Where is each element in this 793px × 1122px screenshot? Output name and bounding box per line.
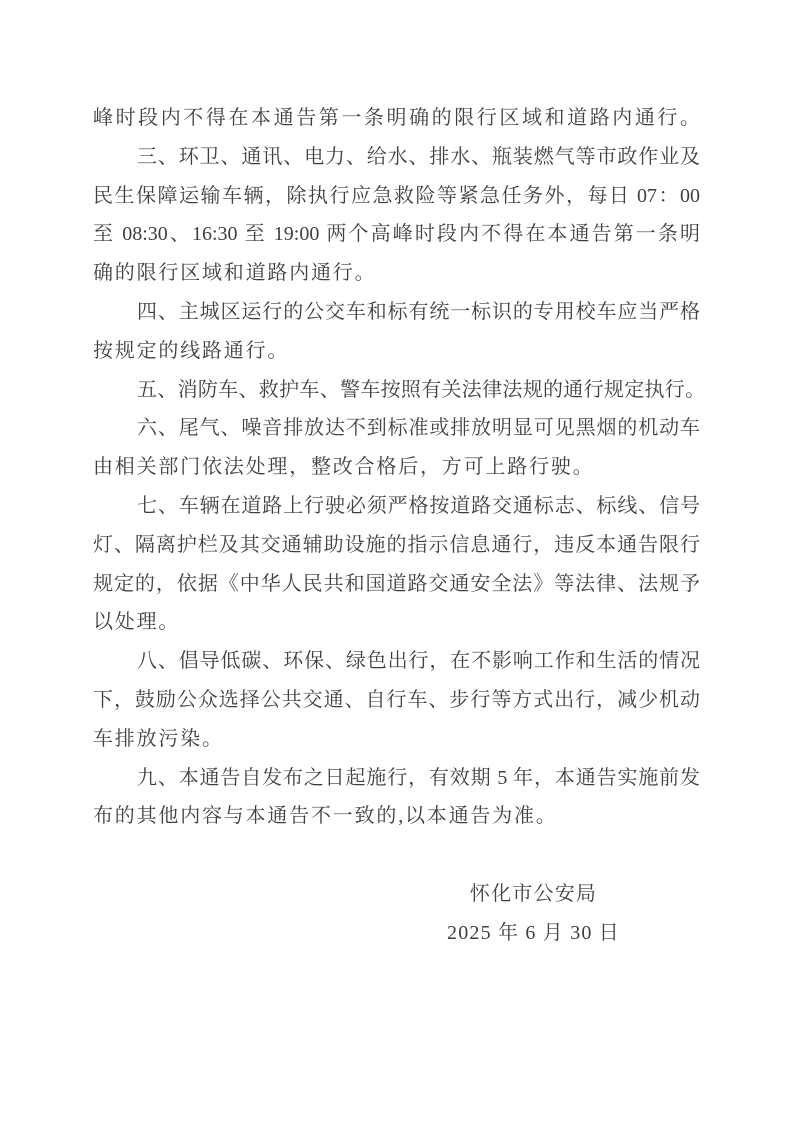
doc-line-item7-l2: 灯、隔离护栏及其交通辅助设施的指示信息通行，违反本通告限行: [93, 533, 700, 556]
doc-line-item6-l2: 由相关部门依法处理，整改合格后，方可上路行驶。: [93, 456, 595, 479]
doc-line-item6-l1: 六、尾气、噪音排放达不到标准或排放明显可见黑烟的机动车: [137, 417, 700, 440]
doc-line-item8-l3: 车排放污染。: [93, 727, 224, 750]
doc-line-item4-l2: 按规定的线路通行。: [93, 339, 290, 362]
doc-line-item8-l1: 八、倡导低碳、环保、绿色出行，在不影响工作和生活的情况: [137, 650, 700, 673]
doc-line-item8-l2: 下，鼓励公众选择公共交通、自行车、步行等方式出行，减少机动: [93, 688, 700, 711]
notice-body: [93, 99, 706, 953]
doc-line-item5: 五、消防车、救护车、警车按照有关法律法规的通行规定执行。: [137, 378, 706, 401]
doc-line-item9-l2: 布的其他内容与本通告不一致的,以本通告为准。: [93, 805, 558, 828]
doc-line-item7-l3: 规定的，依据《中华人民共和国道路交通安全法》等法律、法规予: [93, 572, 700, 595]
doc-line-para2-continuation: 峰时段内不得在本通告第一条明确的限行区域和道路内通行。: [93, 107, 700, 129]
issue-date: 2025 年 6 月 30 日: [447, 921, 620, 944]
doc-line-item4-l1: 四、主城区运行的公交车和标有统一标识的专用校车应当严格: [137, 300, 700, 323]
doc-line-item3-l4: 确的限行区域和道路内通行。: [93, 262, 377, 285]
doc-line-item7-l4: 以处理。: [93, 611, 181, 634]
doc-line-item3-l2: 民生保障运输车辆，除执行应急救险等紧急任务外，每日 07：00: [93, 184, 700, 207]
doc-line-item3-l3: 至 08:30、16:30 至 19:00 两个高峰时段内不得在本通告第一条明: [93, 223, 700, 246]
doc-line-item7-l1: 七、车辆在道路上行驶必须严格按道路交通标志、标线、信号: [137, 494, 700, 517]
blank-line: [93, 836, 700, 875]
doc-line-item9-l1: 九、本通告自发布之日起施行，有效期 5 年，本通告实施前发: [137, 766, 700, 789]
doc-line-item3-l1: 三、环卫、通讯、电力、给水、排水、瓶装燃气等市政作业及: [137, 145, 700, 168]
issuer-signature: 怀化市公安局: [469, 882, 598, 905]
